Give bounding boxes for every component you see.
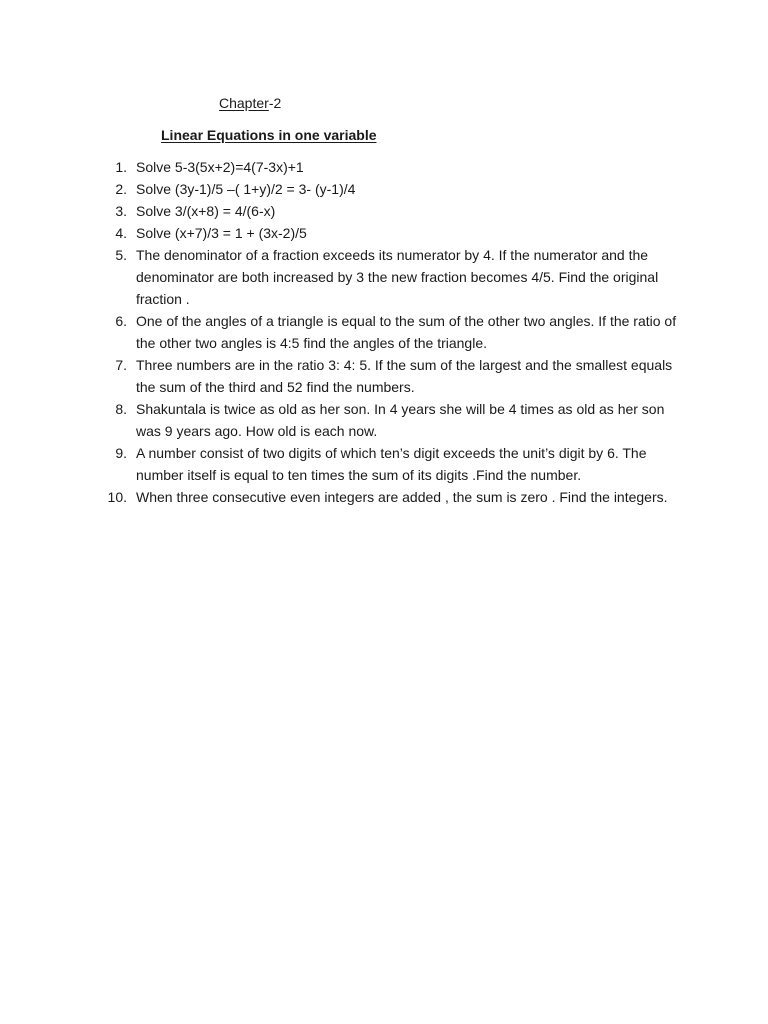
question-number: 7. bbox=[115, 357, 127, 373]
question-number: 4. bbox=[115, 225, 127, 241]
question-number: 5. bbox=[115, 247, 127, 263]
question-item bbox=[104, 156, 684, 178]
question-text: Solve 5-3(5x+2)=4(7-3x)+1 bbox=[136, 159, 304, 175]
question-text: Solve 3/(x+8) = 4/(6-x) bbox=[136, 203, 276, 219]
question-number: 8. bbox=[115, 401, 127, 417]
chapter-heading bbox=[219, 94, 281, 112]
question-item bbox=[104, 178, 684, 200]
question-text: When three consecutive even integers are added , the sum is zero . Find the integers. bbox=[136, 489, 668, 505]
question-item bbox=[104, 310, 684, 354]
question-number: 3. bbox=[115, 203, 127, 219]
question-item bbox=[104, 486, 684, 508]
question-item bbox=[104, 244, 684, 310]
question-item bbox=[104, 200, 684, 222]
question-text: Solve (3y-1)/5 –( 1+y)/2 = 3- (y-1)/4 bbox=[136, 181, 356, 197]
chapter-number: -2 bbox=[268, 95, 282, 111]
chapter-label: Chapter bbox=[219, 95, 269, 111]
question-item bbox=[104, 442, 684, 486]
question-text: The denominator of a fraction exceeds its numerator by 4. If the numerator and the denominator are both increased by 3 the new fraction becomes 4/5. Find the original fraction . bbox=[136, 247, 659, 307]
question-item bbox=[104, 222, 684, 244]
question-number: 10. bbox=[107, 489, 127, 505]
question-item bbox=[104, 398, 684, 442]
question-number: 6. bbox=[115, 313, 127, 329]
chapter-subtitle: Linear Equations in one variable bbox=[161, 127, 377, 143]
question-list bbox=[104, 156, 684, 508]
question-item bbox=[104, 354, 684, 398]
question-text: Shakuntala is twice as old as her son. In 4 years she will be 4 times as old as her son was 9 years ago. How old is each now. bbox=[136, 401, 665, 439]
question-text: One of the angles of a triangle is equal to the sum of the other two angles. If the ratio of the other two angles is 4:5 find the angles of the triangle. bbox=[136, 313, 677, 351]
question-text: Three numbers are in the ratio 3: 4: 5. If the sum of the largest and the smallest equals the sum of the third and 52 find the numbers. bbox=[136, 357, 673, 395]
question-number: 9. bbox=[115, 445, 127, 461]
question-number: 2. bbox=[115, 181, 127, 197]
question-number: 1. bbox=[115, 159, 127, 175]
question-text: Solve (x+7)/3 = 1 + (3x-2)/5 bbox=[136, 225, 307, 241]
question-text: A number consist of two digits of which ten’s digit exceeds the unit’s digit by 6. The number itself is equal to ten times the sum of its digits .Find the number. bbox=[136, 445, 647, 483]
